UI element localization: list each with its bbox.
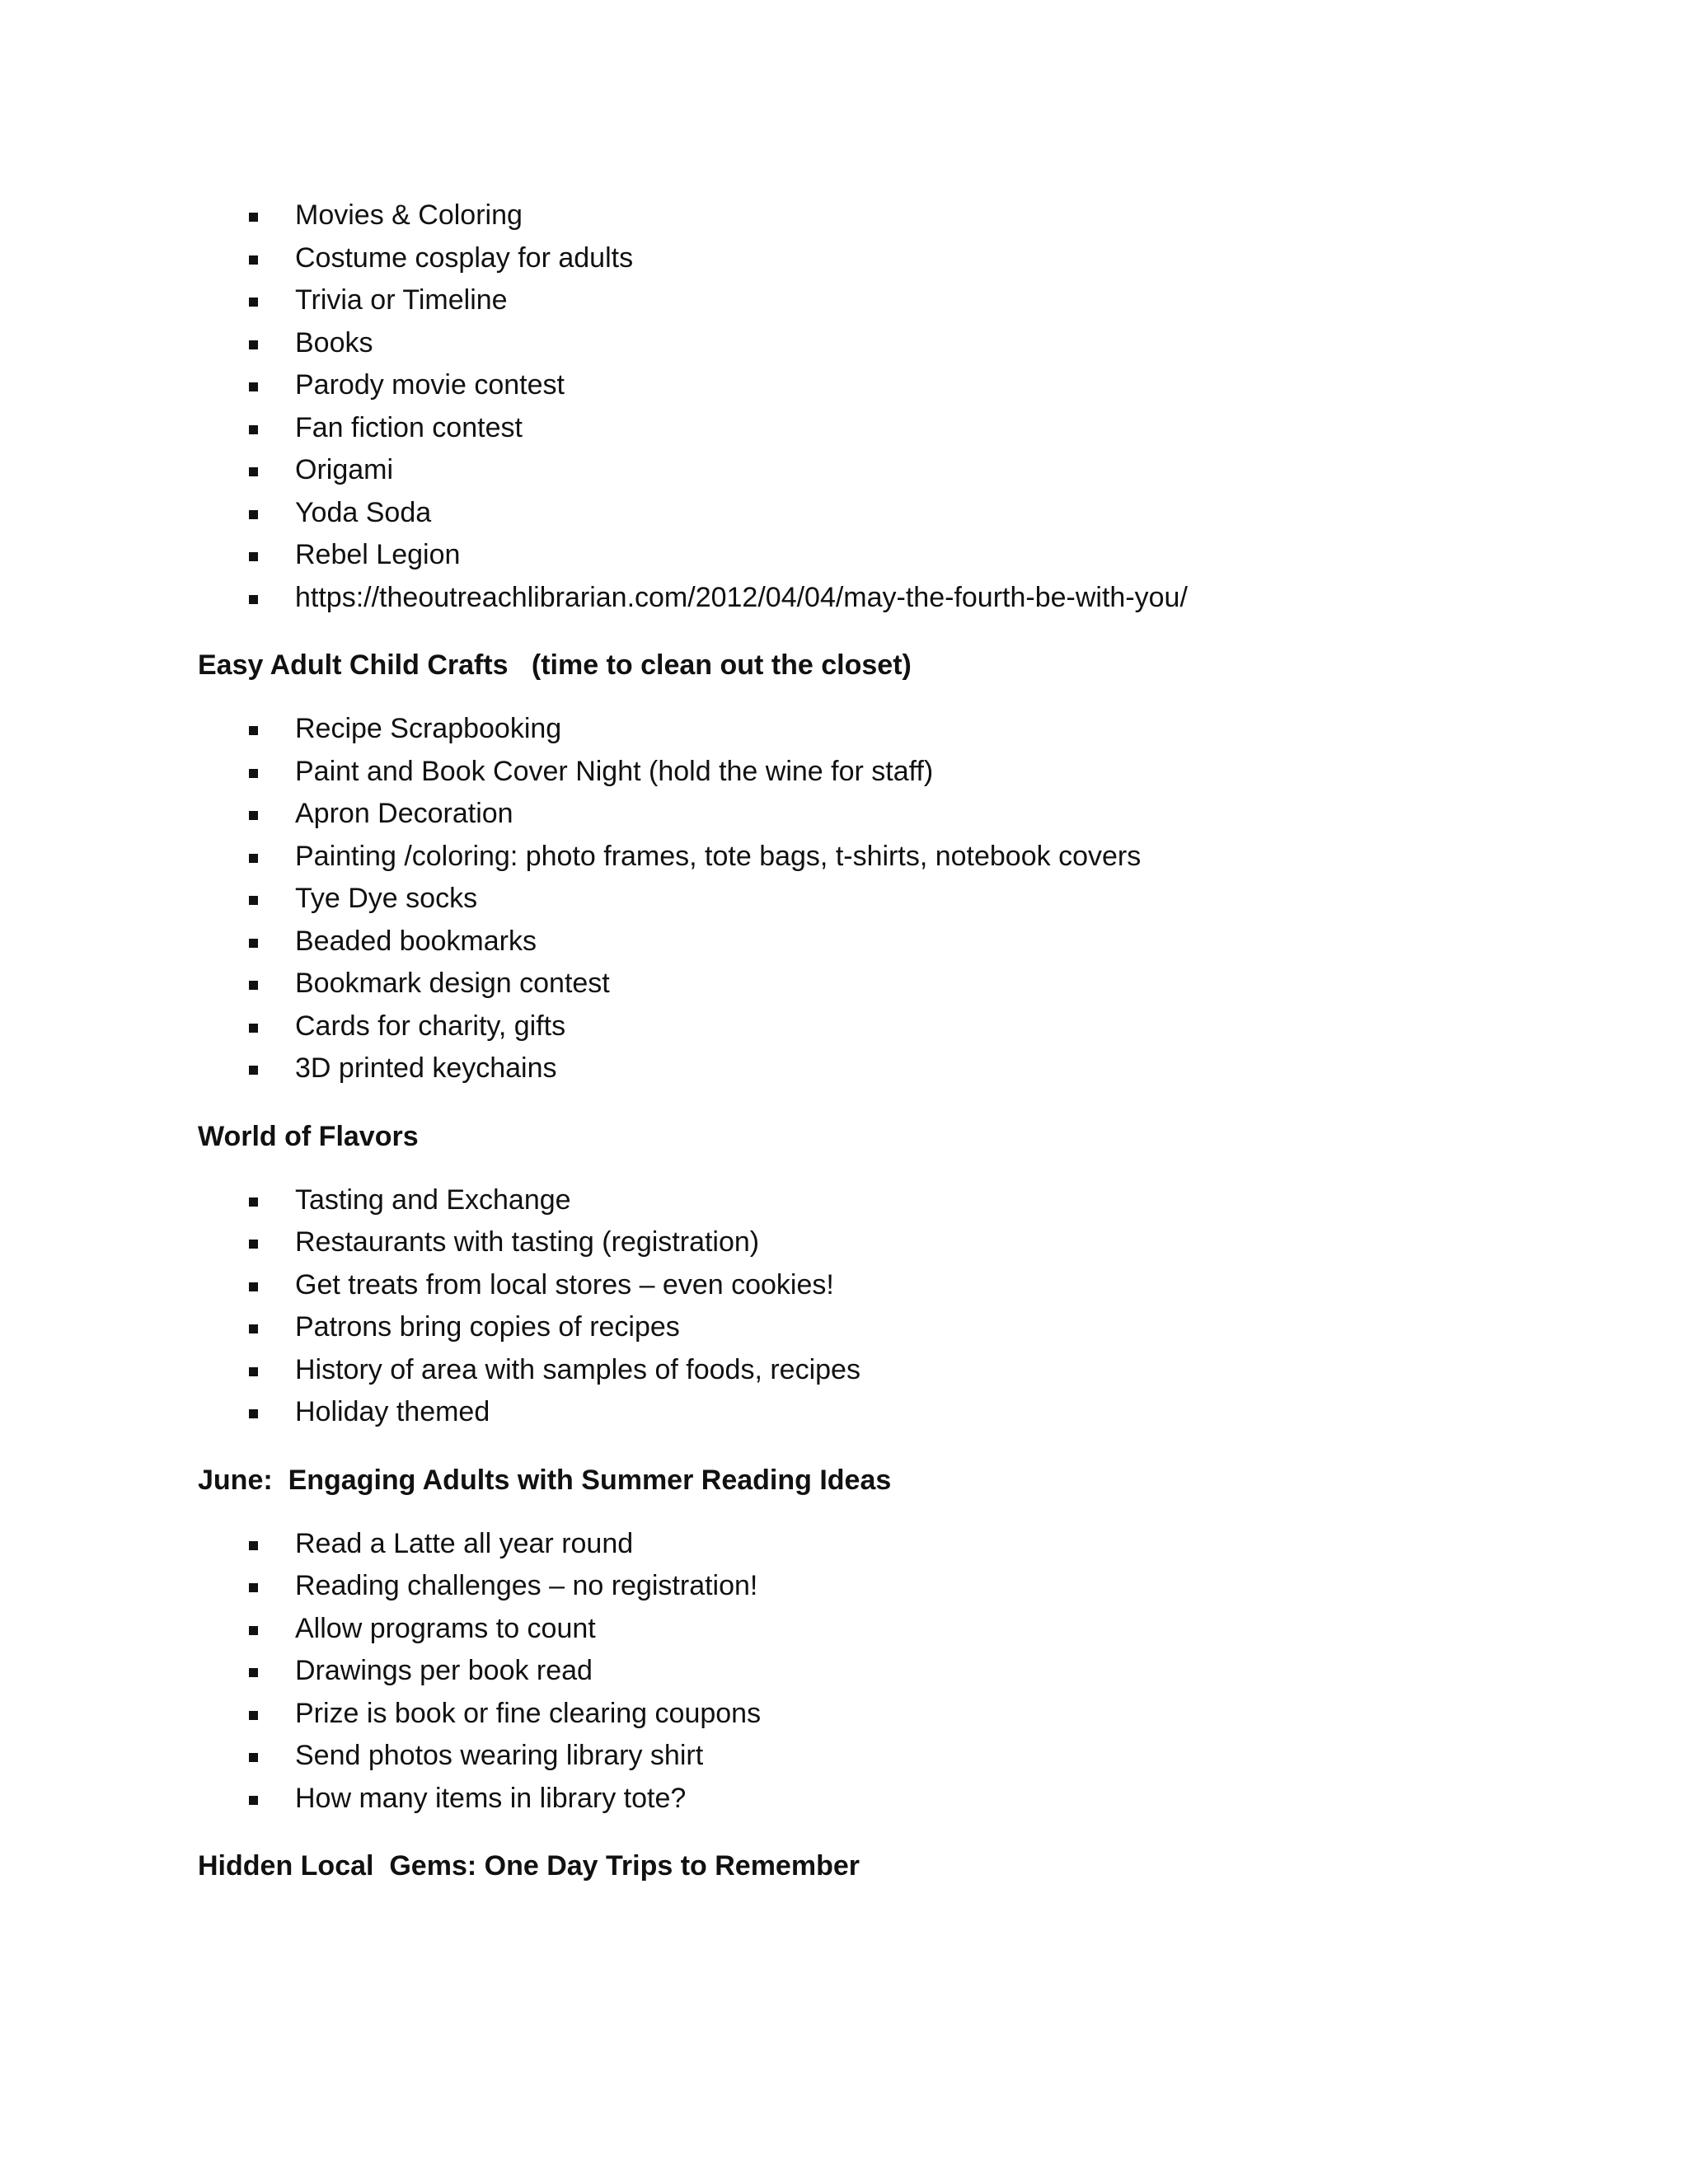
square-bullet-icon bbox=[249, 467, 258, 476]
list-item bbox=[198, 793, 1517, 836]
square-bullet-icon bbox=[249, 1668, 258, 1677]
list-item-text: Parody movie contest bbox=[295, 369, 565, 401]
list-item bbox=[198, 1221, 1517, 1264]
square-bullet-icon bbox=[249, 1024, 258, 1033]
list-item-text: Read a Latte all year round bbox=[295, 1527, 634, 1559]
bullet-list bbox=[198, 194, 1517, 619]
list-item bbox=[198, 1523, 1517, 1566]
list-item-text: Rebel Legion bbox=[295, 539, 461, 570]
list-item bbox=[198, 1005, 1517, 1048]
square-bullet-icon bbox=[249, 811, 258, 820]
list-item bbox=[198, 1650, 1517, 1693]
list-item bbox=[198, 1306, 1517, 1349]
square-bullet-icon bbox=[249, 1282, 258, 1291]
bullet-list bbox=[198, 1179, 1517, 1434]
list-item bbox=[198, 534, 1517, 577]
square-bullet-icon bbox=[249, 213, 258, 222]
list-item-text: Drawings per book read bbox=[295, 1655, 593, 1686]
list-item-text: Beaded bookmarks bbox=[295, 925, 537, 957]
list-item-text: Trivia or Timeline bbox=[295, 284, 508, 316]
square-bullet-icon bbox=[249, 769, 258, 778]
section-heading: June: Engaging Adults with Summer Reading Ideas bbox=[198, 1464, 892, 1496]
list-item-text: Fan fiction contest bbox=[295, 411, 523, 443]
list-item-text: Tasting and Exchange bbox=[295, 1183, 571, 1216]
list-item-text: Origami bbox=[295, 454, 394, 485]
section-spacer bbox=[198, 619, 1517, 647]
section-heading: World of Flavors bbox=[198, 1120, 419, 1152]
list-item bbox=[198, 1349, 1517, 1392]
list-item bbox=[198, 492, 1517, 535]
list-item bbox=[198, 836, 1517, 879]
list-item bbox=[198, 407, 1517, 450]
list-item bbox=[198, 921, 1517, 963]
list-item bbox=[198, 364, 1517, 407]
list-item-text: Books bbox=[295, 326, 373, 359]
heading-spacer bbox=[198, 683, 1517, 708]
list-item bbox=[198, 1264, 1517, 1307]
square-bullet-icon bbox=[249, 1324, 258, 1333]
square-bullet-icon bbox=[249, 1240, 258, 1249]
list-item bbox=[198, 963, 1517, 1005]
list-item bbox=[198, 194, 1517, 237]
list-item bbox=[198, 751, 1517, 794]
list-item-text: Restaurants with tasting (registration) bbox=[295, 1226, 760, 1258]
square-bullet-icon bbox=[249, 939, 258, 948]
list-item bbox=[198, 1565, 1517, 1608]
list-item bbox=[198, 449, 1517, 492]
square-bullet-icon bbox=[249, 298, 258, 307]
square-bullet-icon bbox=[249, 854, 258, 863]
section-heading: Easy Adult Child Crafts (time to clean out the closet) bbox=[198, 649, 912, 681]
list-item bbox=[198, 577, 1517, 620]
square-bullet-icon bbox=[249, 382, 258, 391]
list-item-text: Recipe Scrapbooking bbox=[295, 713, 562, 744]
list-item-text: Tye Dye socks bbox=[295, 883, 478, 914]
section-spacer bbox=[198, 1090, 1517, 1118]
heading-spacer bbox=[198, 1155, 1517, 1179]
list-item bbox=[198, 237, 1517, 280]
list-item-text: Get treats from local stores – even cookies! bbox=[295, 1268, 834, 1301]
section-spacer bbox=[198, 1820, 1517, 1848]
document-content bbox=[198, 194, 1517, 1884]
square-bullet-icon bbox=[249, 1197, 258, 1207]
list-item bbox=[198, 1608, 1517, 1651]
square-bullet-icon bbox=[249, 510, 258, 519]
square-bullet-icon bbox=[249, 726, 258, 735]
list-item bbox=[198, 279, 1517, 322]
list-item bbox=[198, 1778, 1517, 1821]
square-bullet-icon bbox=[249, 595, 258, 604]
list-item-text: https://theoutreachlibrarian.com/2012/04/04/may-the-fourth-be-with-you/ bbox=[295, 581, 1188, 613]
square-bullet-icon bbox=[249, 1711, 258, 1720]
list-item-text: Patrons bring copies of recipes bbox=[295, 1311, 680, 1343]
list-item-text: Holiday themed bbox=[295, 1396, 490, 1427]
list-item-text: Painting /coloring: photo frames, tote bags, t-shirts, notebook covers bbox=[295, 840, 1142, 872]
list-item-text: 3D printed keychains bbox=[295, 1052, 557, 1084]
section-heading: Hidden Local Gems: One Day Trips to Remember bbox=[198, 1850, 860, 1882]
heading-spacer bbox=[198, 1498, 1517, 1523]
square-bullet-icon bbox=[249, 552, 258, 561]
square-bullet-icon bbox=[249, 1583, 258, 1592]
section-spacer bbox=[198, 1434, 1517, 1462]
square-bullet-icon bbox=[249, 1367, 258, 1376]
square-bullet-icon bbox=[249, 425, 258, 434]
square-bullet-icon bbox=[249, 896, 258, 905]
list-item-text: How many items in library tote? bbox=[295, 1782, 687, 1814]
list-item bbox=[198, 1391, 1517, 1434]
list-item-text: Paint and Book Cover Night (hold the wine for staff) bbox=[295, 755, 934, 787]
bullet-list bbox=[198, 1523, 1517, 1821]
list-item bbox=[198, 1179, 1517, 1222]
square-bullet-icon bbox=[249, 1626, 258, 1635]
bullet-list bbox=[198, 708, 1517, 1090]
list-item-text: Movies & Coloring bbox=[295, 199, 523, 231]
square-bullet-icon bbox=[249, 1541, 258, 1550]
square-bullet-icon bbox=[249, 340, 258, 349]
list-item-text: Send photos wearing library shirt bbox=[295, 1740, 704, 1771]
list-item bbox=[198, 1047, 1517, 1090]
square-bullet-icon bbox=[249, 1796, 258, 1805]
list-item bbox=[198, 878, 1517, 921]
square-bullet-icon bbox=[249, 981, 258, 990]
list-item bbox=[198, 1693, 1517, 1736]
square-bullet-icon bbox=[249, 255, 258, 265]
square-bullet-icon bbox=[249, 1409, 258, 1418]
list-item-text: History of area with samples of foods, recipes bbox=[295, 1353, 860, 1385]
list-item-text: Prize is book or fine clearing coupons bbox=[295, 1697, 762, 1729]
list-item bbox=[198, 708, 1517, 751]
square-bullet-icon bbox=[249, 1753, 258, 1762]
list-item-text: Apron Decoration bbox=[295, 798, 513, 829]
list-item-text: Yoda Soda bbox=[295, 496, 432, 528]
list-item-text: Reading challenges – no registration! bbox=[295, 1570, 758, 1601]
list-item bbox=[198, 322, 1517, 365]
list-item-text: Cards for charity, gifts bbox=[295, 1010, 566, 1042]
square-bullet-icon bbox=[249, 1066, 258, 1075]
list-item-text: Allow programs to count bbox=[295, 1612, 596, 1644]
list-item-text: Costume cosplay for adults bbox=[295, 241, 634, 274]
list-item-text: Bookmark design contest bbox=[295, 968, 610, 999]
list-item bbox=[198, 1735, 1517, 1778]
